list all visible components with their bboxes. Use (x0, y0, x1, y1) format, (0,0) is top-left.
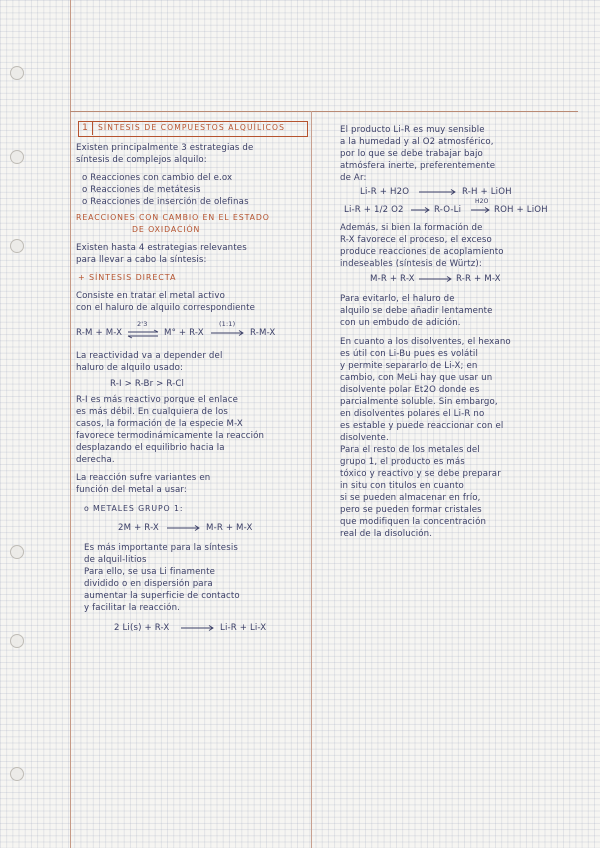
metal-group-bullet: o METALES GRUPO 1: (84, 504, 184, 513)
paragraph-line: R-X favorece el proceso, el exceso (340, 235, 492, 245)
equation-term: R-O-Li (434, 205, 462, 215)
paragraph-line: en disolventes polares el Li-R no (340, 409, 485, 419)
paragraph-line: in situ con titulos en cuanto (340, 481, 464, 491)
equation-term: Li-R + Li-X (220, 623, 267, 633)
equation-condition: (1:1) (219, 320, 236, 328)
paragraph-line: desplazando el equilibrio hacia la (76, 443, 225, 453)
section-number: 1 (78, 121, 93, 135)
equation-term: Li-R + H2O (360, 187, 410, 197)
reaction-arrow-icon (418, 188, 458, 196)
reaction-arrow-icon (166, 524, 202, 532)
reaction-arrow-icon (418, 275, 454, 283)
reaction-arrow-icon (180, 624, 216, 632)
reaction-arrow-icon (410, 206, 432, 214)
paragraph-line: indeseables (síntesis de Würtz): (340, 259, 482, 269)
paragraph-line: cambio, con MeLi hay que usar un (340, 373, 493, 383)
equation-condition: 2'3 (137, 320, 148, 328)
equation-term: R-H + LiOH (462, 187, 512, 197)
strategy-bullet: o Reacciones de metátesis (82, 185, 201, 195)
paragraph-line: derecha. (76, 455, 115, 465)
paragraph-line: aumentar la superficie de contacto (84, 591, 240, 601)
paragraph-line: El producto Li-R es muy sensible (340, 125, 485, 135)
paragraph-line: haluro de alquilo usado: (76, 363, 184, 373)
paragraph-line: de Ar: (340, 173, 367, 183)
paragraph-line: de alquil-litios (84, 555, 147, 565)
paragraph-line: disolvente. (340, 433, 389, 443)
paragraph-line: función del metal a usar: (76, 485, 187, 495)
equation-condition: H2O (475, 198, 489, 205)
binder-hole (10, 545, 24, 559)
paragraph-line: es útil con Li-Bu pues es volátil (340, 349, 479, 359)
paragraph-line: pero se pueden formar cristales (340, 505, 482, 515)
equation-term: R-M + M-X (76, 328, 123, 338)
binder-hole (10, 150, 24, 164)
paragraph-line: Además, si bien la formación de (340, 223, 483, 233)
paragraph-line: a la humedad y al O2 atmosférico, (340, 137, 494, 147)
paragraph-line: que modifiquen la concentración (340, 517, 487, 527)
equilibrium-arrow-icon (126, 329, 160, 339)
paragraph-line: favorece termodinámicamente la reacción (76, 431, 265, 441)
binder-hole (10, 767, 24, 781)
paragraph-line: para llevar a cabo la síntesis: (76, 255, 207, 265)
equation-term: Li-R + 1/2 O2 (344, 205, 404, 215)
section-heading: DE OXIDACIÓN (132, 225, 201, 234)
paragraph-line: tóxico y reactivo y se debe preparar (340, 469, 501, 479)
equation-term: R-M-X (250, 328, 276, 338)
paragraph-line: Para ello, se usa Li finamente (84, 567, 216, 577)
paragraph-line: produce reacciones de acoplamiento (340, 247, 504, 257)
paragraph-line: por lo que se debe trabajar bajo (340, 149, 483, 159)
binder-hole (10, 66, 24, 80)
paragraph-line: La reacción sufre variantes en (76, 473, 211, 483)
top-margin-line (70, 111, 578, 112)
binder-hole (10, 634, 24, 648)
equation-term: R-R + M-X (456, 274, 501, 284)
equation-term: M-R + M-X (206, 523, 253, 533)
paragraph-line: y facilitar la reacción. (84, 603, 181, 613)
paragraph-line: si se pueden almacenar en frío, (340, 493, 481, 503)
paragraph-line: Para evitarlo, el haluro de (340, 294, 455, 304)
paragraph-line: parcialmente soluble. Sin embargo, (340, 397, 498, 407)
page-title: SÍNTESIS DE COMPUESTOS ALQUÍLICOS (98, 123, 286, 132)
paragraph-line: Consiste en tratar el metal activo (76, 291, 225, 301)
binder-hole (10, 239, 24, 253)
paragraph-line: es más débil. En cualquiera de los (76, 407, 229, 417)
paragraph-line: grupo 1, el producto es más (340, 457, 465, 467)
paragraph-line: con un embudo de adición. (340, 318, 461, 328)
paragraph-line: En cuanto a los disolventes, el hexano (340, 337, 511, 347)
reactivity-order: R-I > R-Br > R-Cl (110, 379, 185, 389)
paragraph-line: atmósfera inerte, preferentemente (340, 161, 496, 171)
paragraph-line: Existen hasta 4 estrategias relevantes (76, 243, 247, 253)
equation-term: ROH + LiOH (494, 205, 548, 215)
equation-term: M° + R-X (164, 328, 204, 338)
paragraph-line: disolvente polar Et2O donde es (340, 385, 480, 395)
paragraph-line: La reactividad va a depender del (76, 351, 223, 361)
paragraph-line: alquilo se debe añadir lentamente (340, 306, 493, 316)
paragraph-line: es estable y puede reaccionar con el (340, 421, 504, 431)
paragraph-line: casos, la formación de la especie M-X (76, 419, 243, 429)
strategy-bullet: o Reacciones con cambio del e.ox (82, 173, 233, 183)
left-margin-line (70, 0, 71, 848)
equation-term: M-R + R-X (370, 274, 415, 284)
intro-line: síntesis de complejos alquilo: (76, 155, 207, 165)
paragraph-line: real de la disolución. (340, 529, 433, 539)
paragraph-line: R-I es más reactivo porque el enlace (76, 395, 239, 405)
paragraph-line: Para el resto de los metales del (340, 445, 480, 455)
paragraph-line: Es más importante para la síntesis (84, 543, 239, 553)
equation-term: 2 Li(s) + R-X (114, 623, 170, 633)
section-heading: REACCIONES CON CAMBIO EN EL ESTADO (76, 213, 270, 222)
reaction-arrow-icon (210, 329, 246, 337)
equation-term: 2M + R-X (118, 523, 159, 533)
column-divider-line (311, 111, 312, 848)
paragraph-line: dividido o en dispersión para (84, 579, 213, 589)
reaction-arrow-icon (470, 206, 492, 214)
strategy-bullet: o Reacciones de inserción de olefinas (82, 197, 249, 207)
paragraph-line: y permite separarlo de Li-X; en (340, 361, 478, 371)
intro-line: Existen principalmente 3 estrategias de (76, 143, 254, 153)
subheading-direct-synthesis: + SÍNTESIS DIRECTA (78, 273, 177, 282)
paragraph-line: con el haluro de alquilo correspondiente (76, 303, 256, 313)
